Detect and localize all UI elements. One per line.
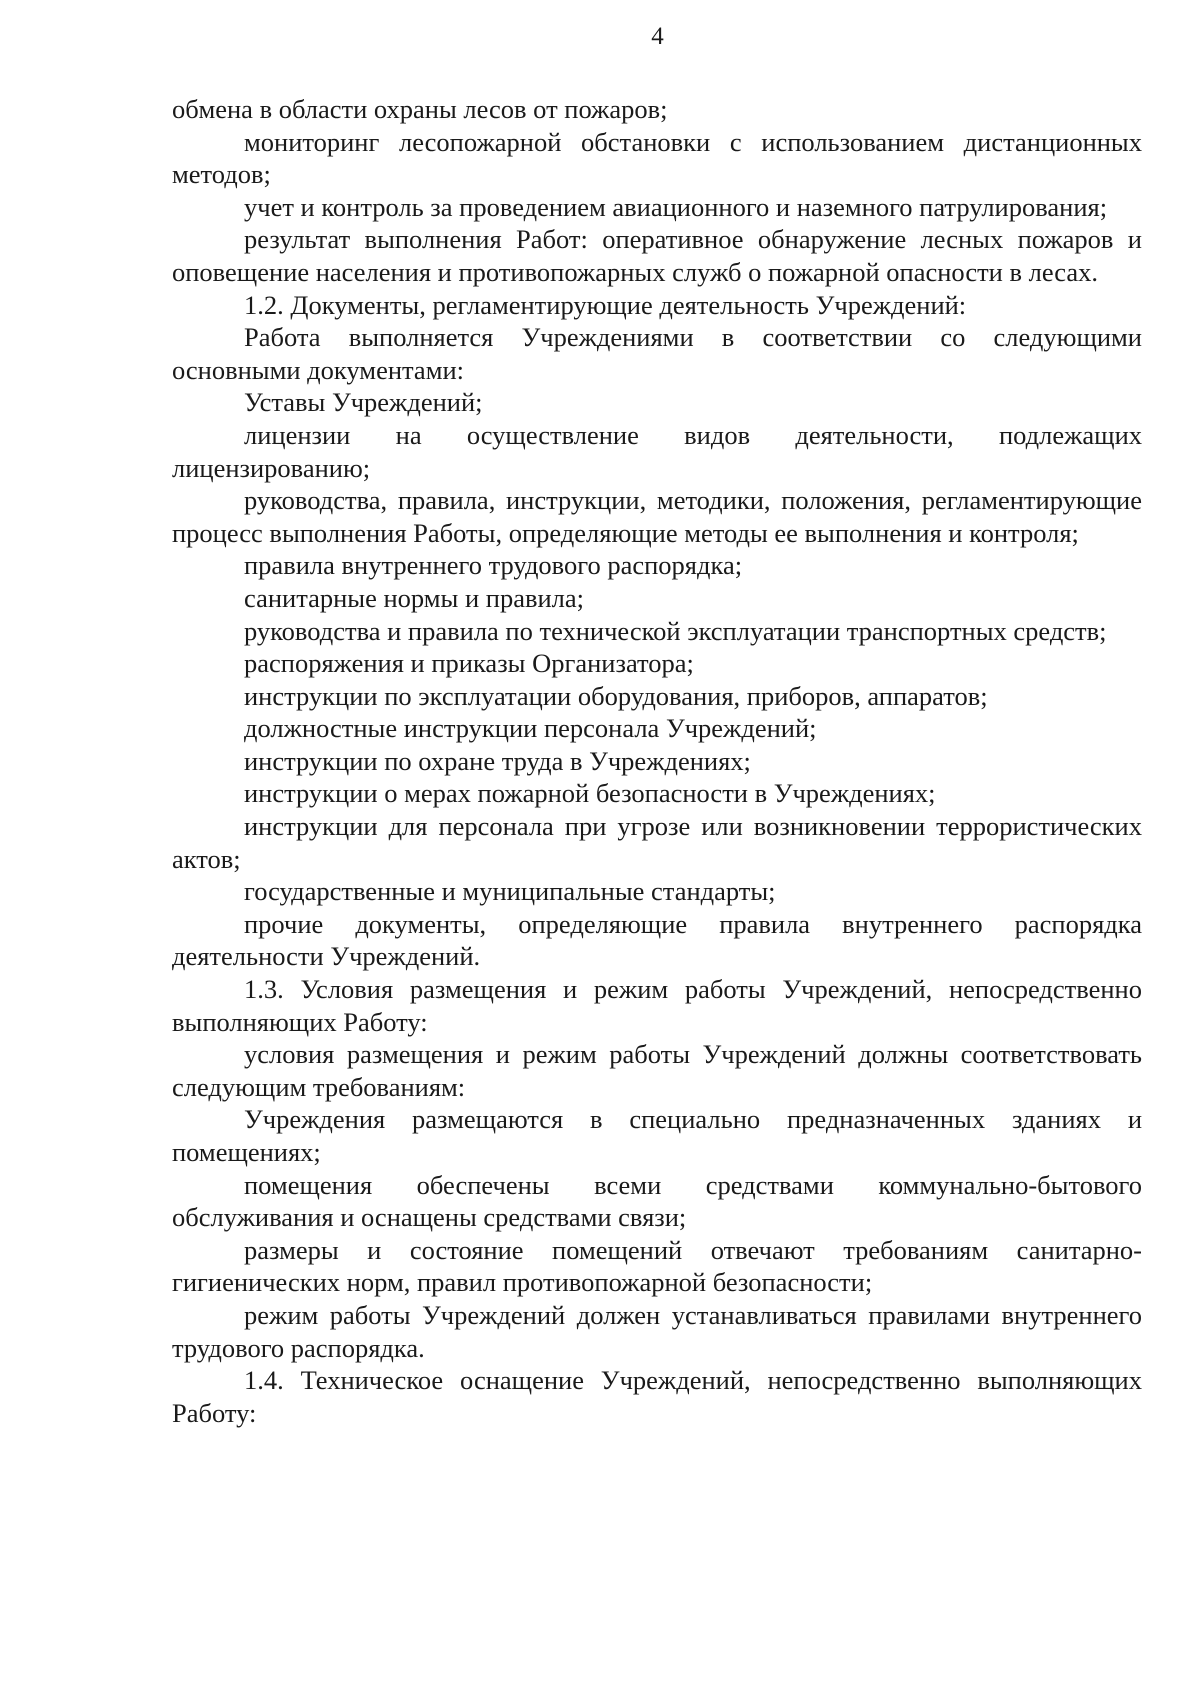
page-number: 4 — [651, 23, 664, 50]
paragraph: результат выполнения Работ: оперативное обнаружение лесных пожаров и оповещение населения и противопожарных служб о пожарной опасности в лесах. — [172, 224, 1142, 287]
list-item: распоряжения и приказы Организатора; — [244, 648, 694, 679]
paragraph: Работа выполняется Учреждениями в соответствии со следующими основными документами: — [172, 322, 1142, 385]
list-item: режим работы Учреждений должен устанавливаться правилами внутреннего трудового распорядка. — [172, 1299, 1142, 1363]
list-item: инструкции о мерах пожарной безопасности в Учреждениях; — [244, 778, 936, 809]
list-item: государственные и муниципальные стандарты; — [244, 876, 776, 907]
list-item: размеры и состояние помещений отвечают требованиям санитарно-гигиенических норм, правил противопожарной безопасности; — [172, 1234, 1142, 1298]
section-heading-1-4: 1.4. Техническое оснащение Учреждений, непосредственно выполняющих Работу: — [172, 1365, 1142, 1428]
list-item: помещения обеспечены всеми средствами коммунально-бытового обслуживания и оснащены средствами связи; — [172, 1169, 1142, 1233]
list-item: лицензии на осуществление видов деятельности, подлежащих лицензированию; — [172, 419, 1142, 483]
list-item: инструкции для персонала при угрозе или возникновении террористических актов; — [172, 811, 1142, 874]
list-item: инструкции по эксплуатации оборудования, приборов, аппаратов; — [244, 680, 988, 711]
paragraph: обмена в области охраны лесов от пожаров; — [172, 94, 668, 124]
section-heading-1-2: 1.2. Документы, регламентирующие деятельность Учреждений: — [244, 289, 967, 320]
list-item: должностные инструкции персонала Учреждений; — [244, 713, 817, 744]
list-item: прочие документы, определяющие правила внутреннего распорядка деятельности Учреждений. — [172, 908, 1142, 972]
paragraph: учет и контроль за проведением авиационного и наземного патрулирования; — [244, 191, 1108, 222]
list-item: руководства и правила по технической эксплуатации транспортных средств; — [244, 615, 1107, 646]
section-heading-1-3: 1.3. Условия размещения и режим работы Учреждений, непосредственно выполняющих Работу: — [172, 974, 1142, 1037]
list-item: инструкции по охране труда в Учреждениях; — [244, 745, 751, 776]
list-item: руководства, правила, инструкции, методики, положения, регламентирующие процесс выполнения Работы, определяющие методы ее выполнения и контроля; — [172, 485, 1142, 548]
list-item: правила внутреннего трудового распорядка; — [244, 550, 743, 581]
paragraph: мониторинг лесопожарной обстановки с использованием дистанционных методов; — [172, 126, 1142, 190]
document-body — [172, 93, 1142, 1429]
list-item: санитарные нормы и правила; — [244, 582, 585, 613]
list-item: Уставы Учреждений; — [244, 387, 483, 418]
list-item: Учреждения размещаются в специально предназначенных зданиях и помещениях; — [172, 1104, 1142, 1167]
paragraph: условия размещения и режим работы Учреждений должны соответствовать следующим требованиям: — [172, 1039, 1142, 1102]
